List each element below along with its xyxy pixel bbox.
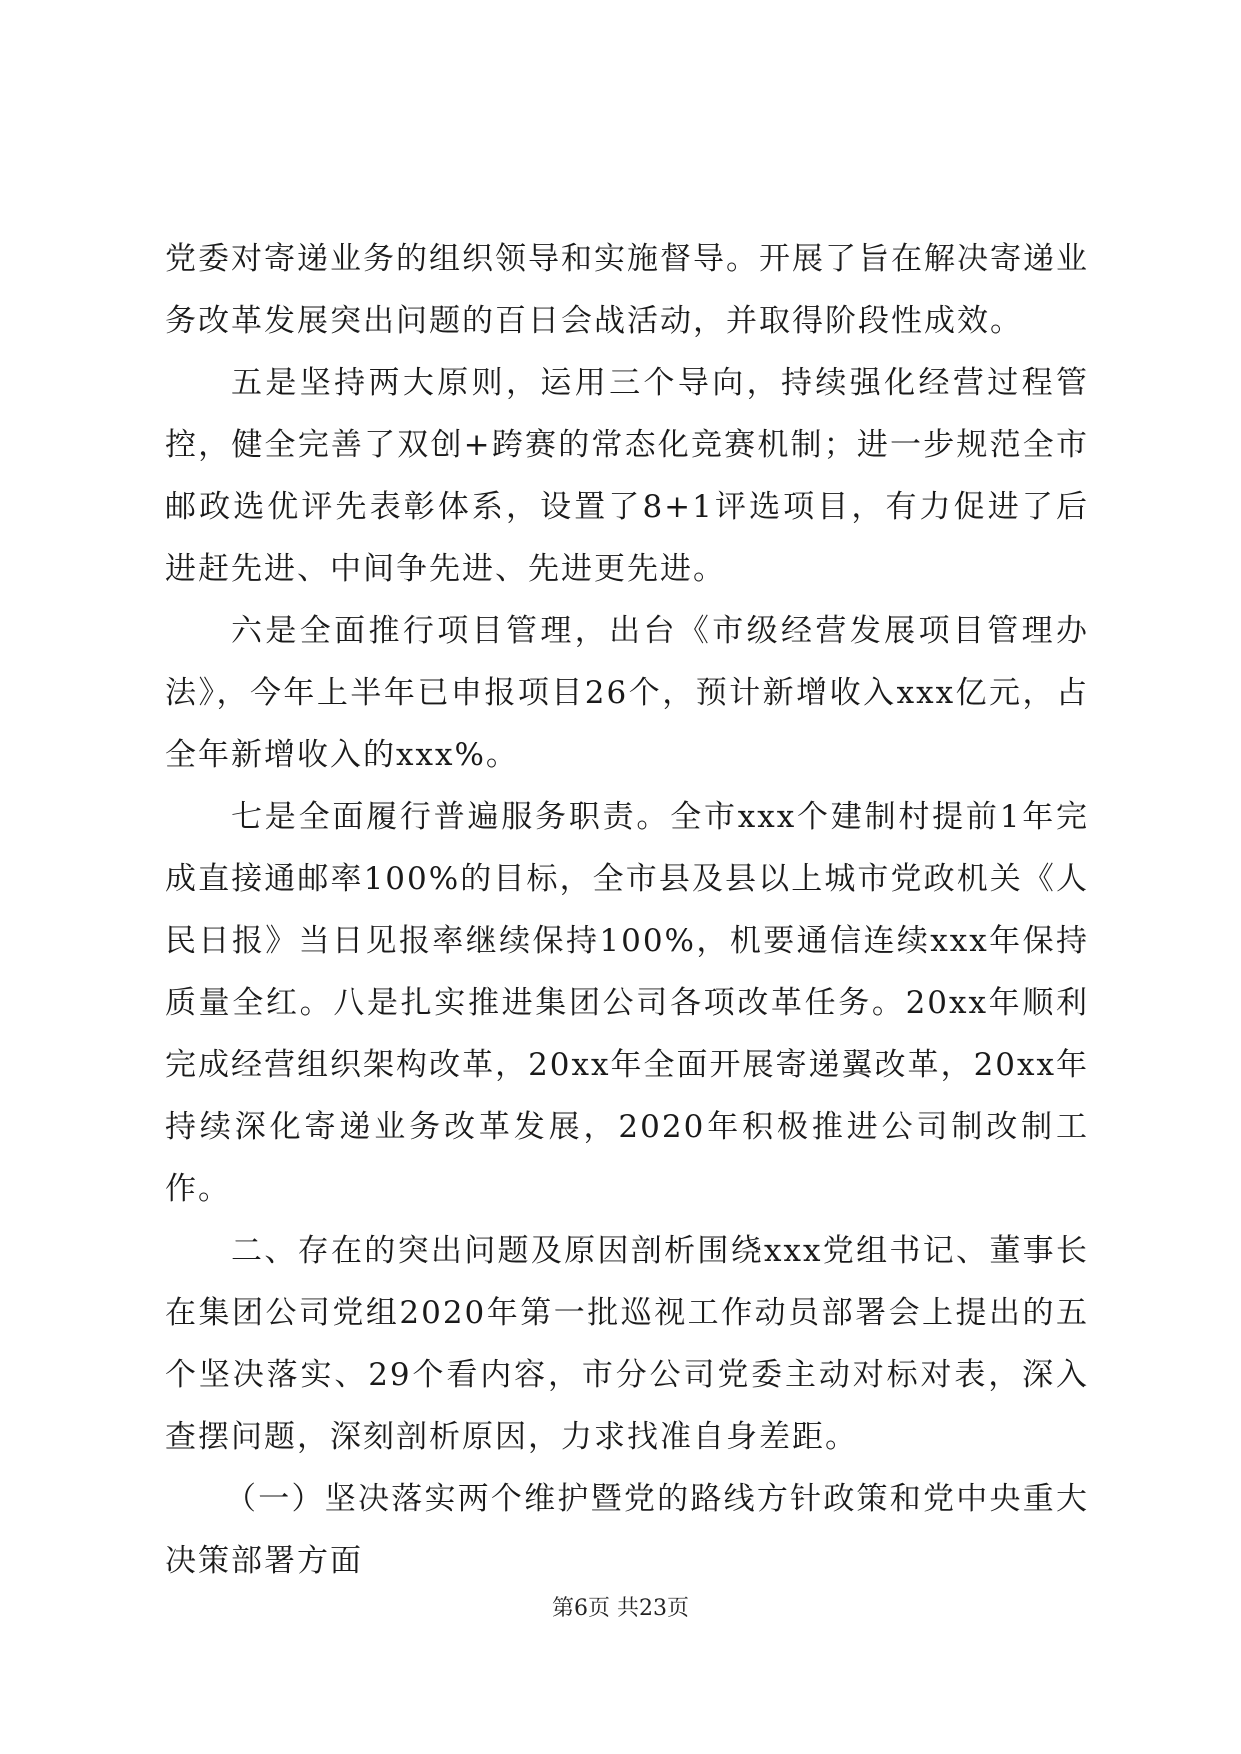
subsection-heading-one: （一）坚决落实两个维护暨党的路线方针政策和党中央重大决策部署方面	[165, 1481, 1089, 1579]
paragraph-section-two: 二、存在的突出问题及原因剖析围绕xxx党组书记、董事长在集团公司党组2020年第一批巡视工作动员部署会上提出的五个坚决落实、29个看内容，市分公司党委主动对标对表，深入查摆问题，深刻剖析原因，力求找准自身差距。	[165, 1233, 1089, 1455]
page-number-footer: 第6页 共23页	[552, 1596, 689, 1621]
paragraph-point-seven-eight: 七是全面履行普遍服务职责。全市xxx个建制村提前1年完成直接通邮率100%的目标，全市县及县以上城市党政机关《人民日报》当日见报率继续保持100%，机要通信连续xxx年保持质量全红。八是扎实推进集团公司各项改革任务。20xx年顺利完成经营组织架构改革，20xx年全面开展寄递翼改革，20xx年持续深化寄递业务改革发展，2020年积极推进公司制改制工作。	[165, 799, 1089, 1207]
document-body	[165, 228, 1089, 1592]
paragraph-point-six: 六是全面推行项目管理，出台《市级经营发展项目管理办法》，今年上半年已申报项目26个，预计新增收入xxx亿元，占全年新增收入的xxx%。	[165, 613, 1089, 773]
paragraph-point-five: 五是坚持两大原则，运用三个导向，持续强化经营过程管控，健全完善了双创+跨赛的常态化竞赛机制；进一步规范全市邮政选优评先表彰体系，设置了8+1评选项目，有力促进了后进赶先进、中间争先进、先进更先进。	[165, 365, 1089, 587]
paragraph-continuation: 党委对寄递业务的组织领导和实施督导。开展了旨在解决寄递业务改革发展突出问题的百日会战活动，并取得阶段性成效。	[165, 241, 1089, 339]
